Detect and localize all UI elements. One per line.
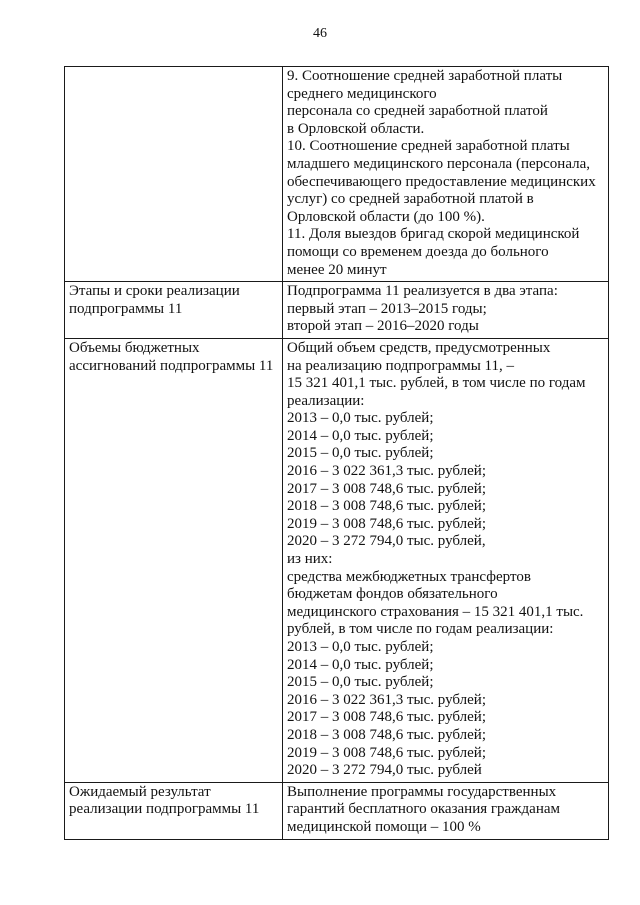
label-line: Этапы и сроки реализации	[69, 283, 240, 300]
label-line: Объемы бюджетных	[69, 339, 200, 356]
content-line: бюджетам фондов обязательного	[287, 586, 498, 603]
row-content-cell	[283, 282, 609, 339]
content-line: рублей, в том числе по годам реализации:	[287, 621, 554, 638]
row-content-cell	[283, 67, 609, 282]
content-line: 2020 – 3 272 794,0 тыс. рублей,	[287, 533, 486, 550]
content-line: из них:	[287, 551, 333, 568]
content-line: 2014 – 0,0 тыс. рублей;	[287, 427, 434, 444]
content-line: 11. Доля выездов бригад скорой медицинской	[287, 226, 580, 243]
row-label-cell	[65, 782, 283, 839]
content-line: помощи со временем доезда до больного	[287, 243, 549, 260]
content-line: 9. Соотношение средней заработной платы	[287, 68, 563, 84]
label-line: ассигнований подпрограммы 11	[69, 357, 274, 374]
table-row	[65, 782, 609, 839]
row-label-cell	[65, 282, 283, 339]
content-line: Орловской области (до 100 %).	[287, 208, 485, 225]
content-line: 2019 – 3 008 748,6 тыс. рублей;	[287, 744, 486, 761]
content-line: 2014 – 0,0 тыс. рублей;	[287, 656, 434, 673]
content-line: 2017 – 3 008 748,6 тыс. рублей;	[287, 480, 486, 497]
table-body	[65, 67, 609, 840]
label-line: реализации подпрограммы 11	[69, 801, 260, 818]
content-line: Выполнение программы государственных	[287, 783, 557, 800]
content-line: 2017 – 3 008 748,6 тыс. рублей;	[287, 709, 486, 726]
content-line: средства межбюджетных трансфертов	[287, 568, 531, 585]
content-line: 15 321 401,1 тыс. рублей, в том числе по годам	[287, 375, 586, 392]
table-row	[65, 282, 609, 339]
content-line: медицинской помощи – 100 %	[287, 818, 481, 835]
page-number: 46	[313, 26, 327, 41]
content-line: 2013 – 0,0 тыс. рублей;	[287, 410, 434, 427]
content-line: обеспечивающего предоставление медицинских	[287, 173, 596, 190]
content-line: 10. Соотношение средней заработной платы	[287, 138, 570, 155]
table-row	[65, 67, 609, 282]
passport-table	[64, 66, 609, 840]
content-line: 2015 – 0,0 тыс. рублей;	[287, 674, 434, 691]
content-line: реализации:	[287, 392, 365, 409]
content-line: услуг) со средней заработной платой в	[287, 191, 534, 208]
content-line: 2018 – 3 008 748,6 тыс. рублей;	[287, 726, 486, 743]
row-label-cell	[65, 67, 283, 282]
content-line: 2018 – 3 008 748,6 тыс. рублей;	[287, 498, 486, 515]
content-line: гарантий бесплатного оказания гражданам	[287, 801, 561, 818]
content-line: медицинского страхования – 15 321 401,1 тыс.	[287, 603, 584, 620]
content-line: Общий объем средств, предусмотренных	[287, 339, 551, 356]
content-line: первый этап – 2013–2015 годы;	[287, 300, 487, 317]
label-line: подпрограммы 11	[69, 300, 183, 317]
content-line: 2016 – 3 022 361,3 тыс. рублей;	[287, 691, 486, 708]
table-row	[65, 338, 609, 782]
content-line: среднего медицинского	[287, 85, 437, 102]
row-content-cell	[283, 782, 609, 839]
content-line: 2020 – 3 272 794,0 тыс. рублей	[287, 762, 482, 779]
content-line: Подпрограмма 11 реализуется в два этапа:	[287, 283, 558, 300]
row-content-cell	[283, 338, 609, 782]
content-line: в Орловской области.	[287, 120, 425, 137]
content-line: менее 20 минут	[287, 261, 387, 278]
content-line: 2019 – 3 008 748,6 тыс. рублей;	[287, 515, 486, 532]
row-label-cell	[65, 338, 283, 782]
content-line: 2015 – 0,0 тыс. рублей;	[287, 445, 434, 462]
content-line: второй этап – 2016–2020 годы	[287, 318, 479, 335]
content-line: 2013 – 0,0 тыс. рублей;	[287, 639, 434, 655]
content-line: 2016 – 3 022 361,3 тыс. рублей;	[287, 463, 486, 480]
content-line: персонала со средней заработной платой	[287, 103, 548, 120]
content-line: на реализацию подпрограммы 11, –	[287, 357, 514, 374]
content-line: младшего медицинского персонала (персонала,	[287, 155, 591, 172]
label-line: Ожидаемый результат	[69, 783, 211, 800]
